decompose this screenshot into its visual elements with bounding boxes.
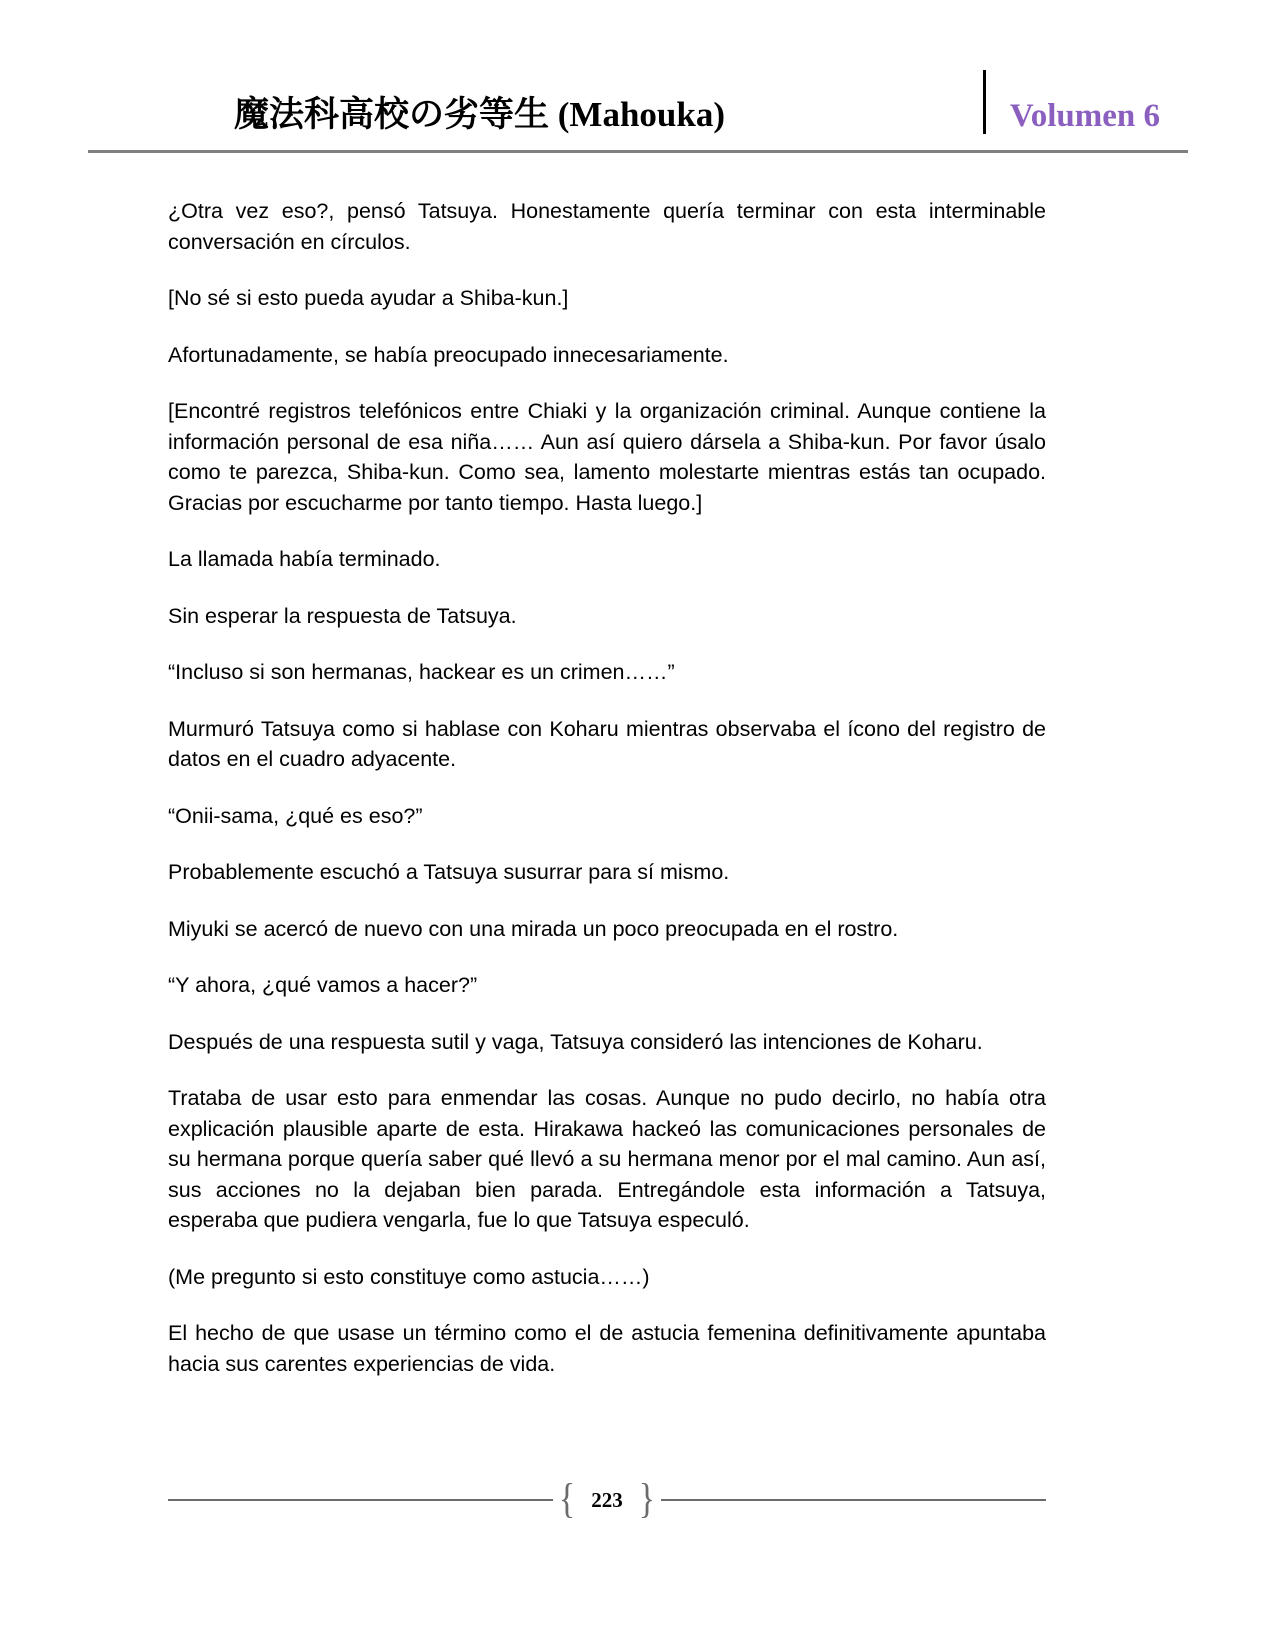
paragraph: Murmuró Tatsuya como si hablase con Koharu mientras observaba el ícono del registro de datos en el cuadro adyacente. (168, 716, 1046, 772)
page-footer (168, 1476, 1046, 1523)
paragraph: Sin esperar la respuesta de Tatsuya. (168, 603, 517, 628)
brace-left-icon: { (558, 1476, 576, 1523)
header-vertical-divider (983, 70, 986, 134)
paragraph: [No sé si esto pueda ayudar a Shiba-kun.] (168, 286, 569, 311)
page-number: 223 (591, 1487, 623, 1512)
paragraph: Afortunadamente, se había preocupado innecesariamente. (168, 342, 729, 367)
paragraph: Probablemente escuchó a Tatsuya susurrar para sí mismo. (168, 860, 730, 885)
brace-right-icon: } (638, 1476, 656, 1523)
paragraph: La llamada había terminado. (168, 547, 441, 572)
paragraph: (Me pregunto si esto constituye como astucia……) (168, 1264, 650, 1289)
page-body (168, 196, 1046, 1379)
paragraph: Después de una respuesta sutil y vaga, Tatsuya consideró las intenciones de Koharu. (168, 1029, 983, 1054)
header-volume-label: Volumen 6 (1009, 97, 1160, 134)
paragraph: “Y ahora, ¿qué vamos a hacer?” (168, 973, 478, 998)
header-row (88, 62, 1188, 134)
header-horizontal-rule (88, 150, 1188, 153)
paragraph: Miyuki se acercó de nuevo con una mirada un poco preocupada en el rostro. (168, 916, 899, 941)
paragraph: [Encontré registros telefónicos entre Chiaki y la organización criminal. Aunque contiene la información personal de esa niña…… Aun así quiero dársela a Shiba-kun. Por favor úsalo como te parezca, Shiba-kun. Como sea, lamento molestarte mientras estás tan ocupado. Gracias por escucharme por tanto tiempo. Hasta luego.] (168, 399, 1046, 515)
paragraph: “Onii-sama, ¿qué es eso?” (168, 803, 423, 828)
footer-rule-left (168, 1499, 553, 1501)
paragraph: El hecho de que usase un término como el de astucia femenina definitivamente apuntaba hacia sus carentes experiencias de vida. (168, 1321, 1046, 1376)
footer-page-group (553, 1476, 661, 1523)
footer-rule-right (661, 1499, 1046, 1501)
page-header (88, 62, 1188, 154)
paragraph: ¿Otra vez eso?, pensó Tatsuya. Honestamente quería terminar con esta interminable conversación en círculos. (168, 199, 1046, 254)
header-right-group (983, 62, 1188, 134)
header-title: 魔法科高校の劣等生 (Mahouka) (234, 94, 725, 134)
paragraph: Trataba de usar esto para enmendar las cosas. Aunque no pudo decirlo, no había otra explicación plausible aparte de esta. Hirakawa hackeó las comunicaciones personales de su hermana porque quería saber qué llevó a su hermana menor por el mal camino. Aun así, sus acciones no la dejaban bien parada. Entregándole esta información a Tatsuya, esperaba que pudiera vengarla, fue lo que Tatsuya especuló. (168, 1086, 1046, 1233)
paragraph: “Incluso si son hermanas, hackear es un crimen……” (168, 660, 675, 685)
